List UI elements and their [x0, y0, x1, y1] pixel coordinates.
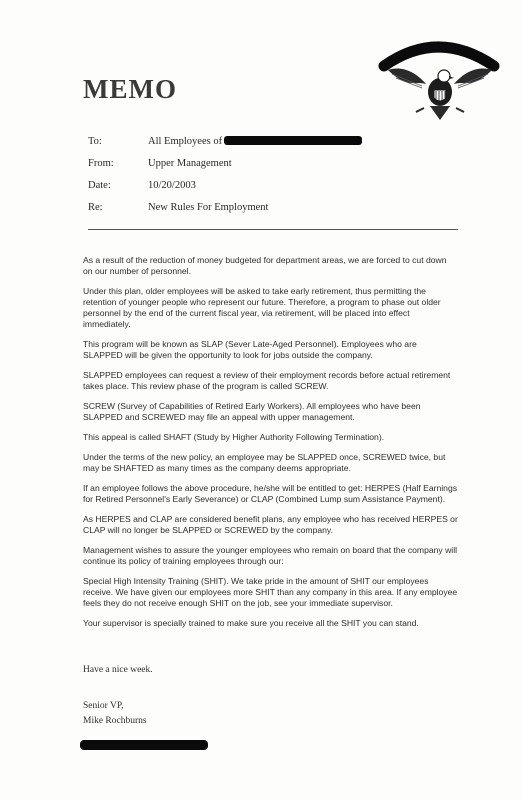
body-paragraph: Under the terms of the new policy, an employee may be SLAPPED once, SCREWED twice, but may be SHAFTED as many times as the company deems appropriate. [83, 452, 446, 473]
body-paragraph: As a result of the reduction of money budgeted for department areas, we are forced to cut down on our number of personnel. [83, 255, 447, 276]
body-paragraph: This appeal is called SHAFT (Study by Higher Authority Following Termination). [83, 432, 385, 442]
to-value: All Employees of [148, 136, 223, 147]
body-paragraph: Management wishes to assure the younger employees who remain on board that the company will continue its policy of training employees through our: [83, 545, 458, 566]
to-value-wrap [148, 136, 362, 147]
body-paragraph: Under this plan, older employees will be asked to take early retirement, thus permitting the retention of younger people who represent our future. Therefore, a program to phase out older personnel by the end of the current fiscal year, via retirement, will be placed into effect immediately. [83, 286, 441, 329]
from-value: Upper Management [148, 158, 232, 169]
body-paragraph: SLAPPED employees can request a review of their employment records before actual retirement takes place. This review phase of the program is called SCREW. [83, 370, 451, 391]
to-label: To: [88, 136, 102, 147]
header-divider [88, 229, 458, 230]
memo-body [83, 255, 458, 638]
memo-title: MEMO [83, 74, 177, 104]
body-paragraph: As HERPES and CLAP are considered benefit plans, any employee who has received HERPES or CLAP will no longer be SLAPPED or SCREWED by the company. [83, 514, 458, 535]
re-value: New Rules For Employment [148, 202, 269, 213]
from-label: From: [88, 158, 114, 169]
sign-off: Have a nice week. [83, 665, 153, 675]
eagle-logo-icon [378, 36, 500, 126]
body-paragraph: If an employee follows the above procedure, he/she will be entitled to get: HERPES (Half Earnings for Retired Personnel's Early Severance) or CLAP (Combined Lump sum Assistance Payment). [83, 483, 458, 504]
date-value: 10/20/2003 [148, 180, 196, 191]
redaction-bar [224, 136, 362, 145]
re-label: Re: [88, 202, 103, 213]
body-paragraph: SCREW (Survey of Capabilities of Retired Early Workers). All employees who have been SLAPPED and SCREWED may file an appeal with upper management. [83, 401, 421, 422]
body-paragraph: Special High Intensity Training (SHIT). We take pride in the amount of SHIT our employees receive. We have given our employees more SHIT than any company in this area. If any employee feels they do not receive enough SHIT on the job, see your immediate supervisor. [83, 576, 458, 608]
body-paragraph: This program will be known as SLAP (Sever Late-Aged Personnel). Employees who are SLAPPED will be given the opportunity to look for jobs outside the company. [83, 339, 417, 360]
signer-title: Senior VP, [83, 701, 124, 711]
signature-redaction-bar [80, 740, 208, 750]
date-label: Date: [88, 180, 111, 191]
signer-name: Mike Rochburns [83, 716, 147, 726]
body-paragraph: Your supervisor is specially trained to make sure you receive all the SHIT you can stand. [83, 618, 419, 628]
